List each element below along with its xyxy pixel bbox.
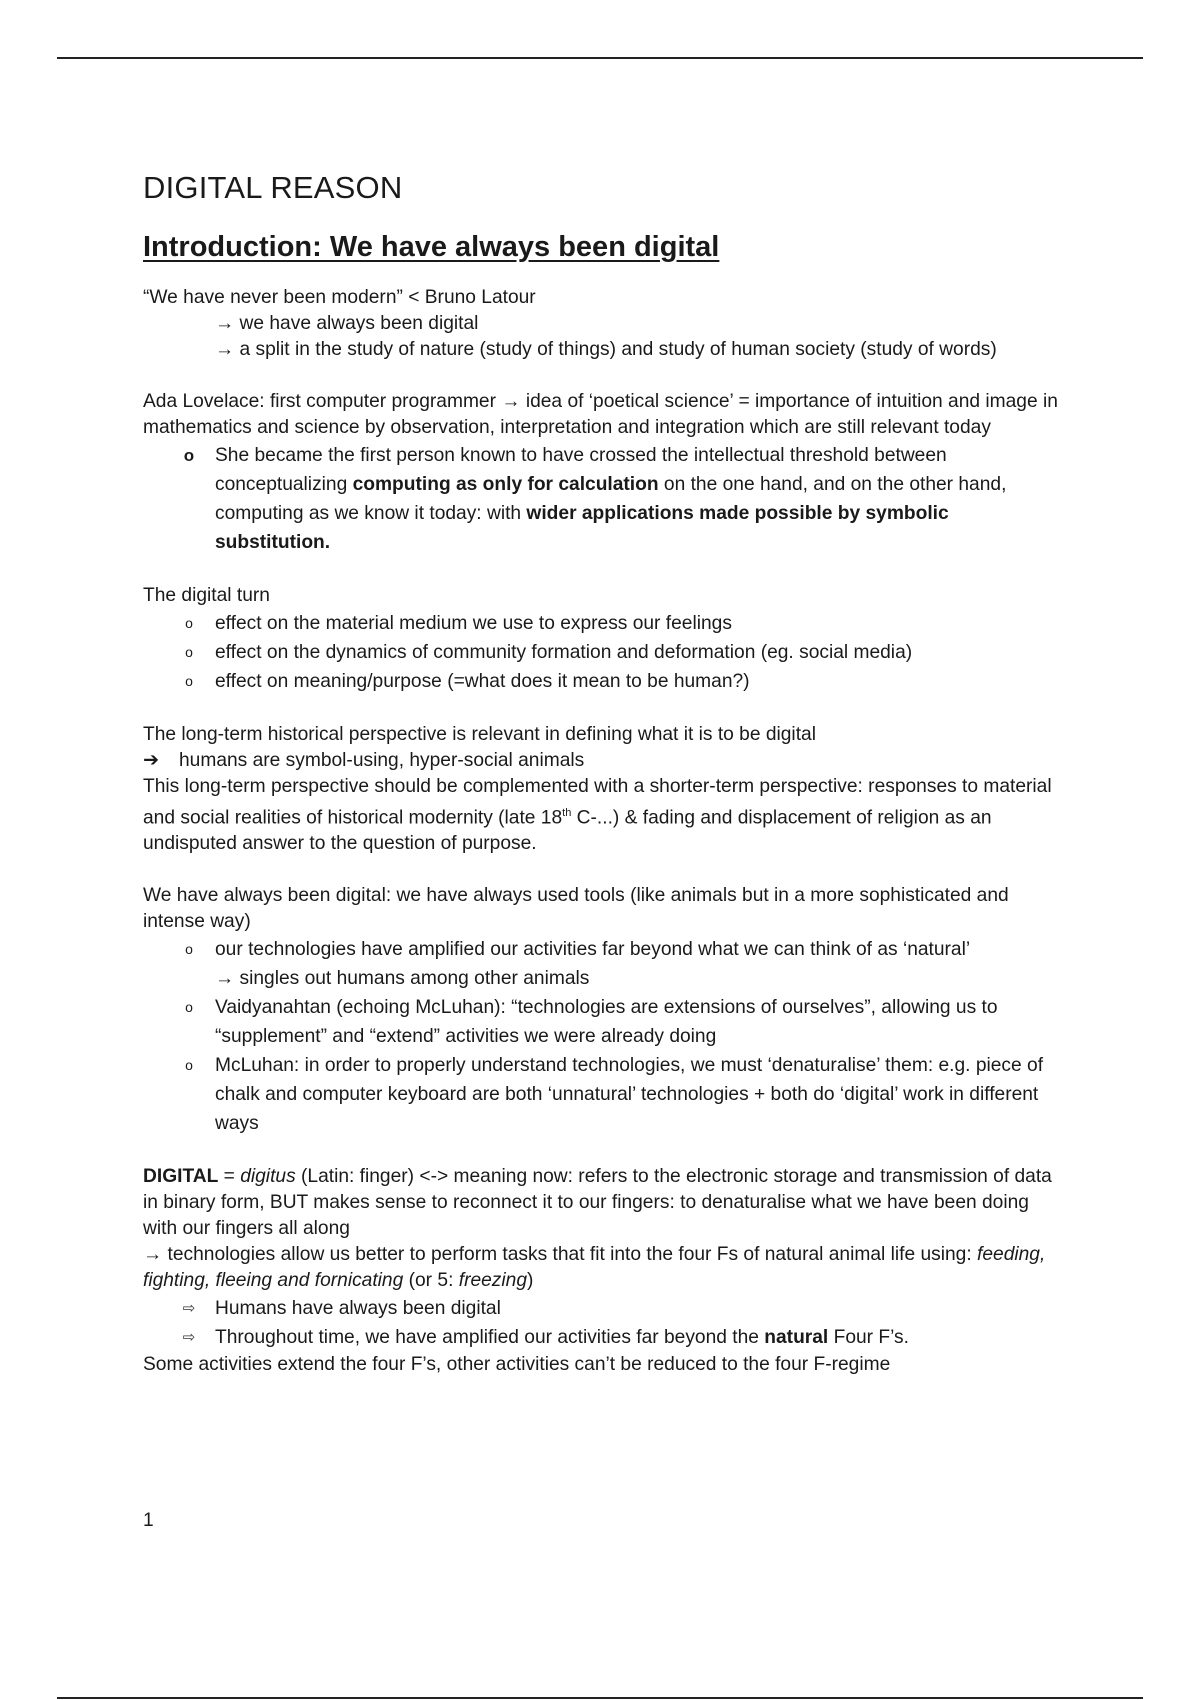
footer-rule xyxy=(57,1697,1143,1699)
section-heading: Introduction: We have always been digital xyxy=(143,231,720,263)
long-term-arrow: ➔ humans are symbol-using, hyper-social animals xyxy=(143,748,1063,774)
list-item: ⇨ Humans have always been digital xyxy=(215,1294,1063,1323)
lovelace-list xyxy=(143,441,1063,557)
bullet-marker: o xyxy=(185,615,193,631)
list-item: o effect on the dynamics of community formation and deformation (eg. social media) xyxy=(215,638,1063,667)
list-item: o McLuhan: in order to properly understand technologies, we must ‘denaturalise’ them: e.g. piece of chalk and computer keyboard are both ‘unnatural’ technologies + both do ‘digital’ work in different ways xyxy=(215,1051,1063,1138)
list-item: o our technologies have amplified our activities far beyond what we can think of as ‘natural’ → singles out humans among other animals xyxy=(215,935,1063,993)
list-item: o She became the first person known to have crossed the intellectual threshold between conceptualizing computing as only for calculation on the one hand, and on the other hand, computing as we know it today: with wider applications made possible by symbolic substitution. xyxy=(215,441,1063,557)
document-body xyxy=(143,168,1063,1378)
bullet-marker: o xyxy=(185,673,193,689)
digital-definition: DIGITAL = digitus (Latin: finger) <-> meaning now: refers to the electronic storage and transmission of data in binary form, BUT makes sense to reconnect it to our fingers: to denaturalise what we have been doing with our fingers all along xyxy=(143,1166,1052,1240)
long-term-line: The long-term historical perspective is relevant in defining what it is to be digital xyxy=(143,724,816,745)
long-term-paragraph: This long-term perspective should be complemented with a shorter-term perspective: responses to material and social realities of historical modernity (late 18th C-...) & fading and displacement of religion as an undisputed answer to the question of purpose. xyxy=(143,776,1052,855)
latour-arrow-1: → we have always been digital xyxy=(215,313,479,334)
bullet-marker: o xyxy=(185,1057,193,1074)
latour-arrow-2: → a split in the study of nature (study of things) and study of human society (study of words) xyxy=(215,339,997,360)
bullet-marker: o xyxy=(185,644,193,660)
digital-turn-heading: The digital turn xyxy=(143,585,270,606)
document-title: DIGITAL REASON xyxy=(143,170,403,205)
bullet-marker: o xyxy=(183,446,195,465)
tools-list xyxy=(143,935,1063,1138)
bullet-marker: o xyxy=(185,999,193,1016)
page-number: 1 xyxy=(143,1510,154,1531)
conclusion-list xyxy=(143,1294,1063,1352)
list-item: o Vaidyanahtan (echoing McLuhan): “technologies are extensions of ourselves”, allowing us to “supplement” and “extend” activities we were already doing xyxy=(215,993,1063,1051)
list-item: o effect on the material medium we use to express our feelings xyxy=(215,609,1063,638)
four-fs-line: → technologies allow us better to perform tasks that fit into the four Fs of natural animal life using: feeding, fighting, fleeing and fornicating (or 5: freezing) xyxy=(143,1244,1046,1292)
arrow-icon: ➔ xyxy=(143,750,160,771)
arrow-bullet-icon: ⇨ xyxy=(182,1300,196,1318)
arrow-bullet-icon: ⇨ xyxy=(182,1329,196,1347)
list-item: o effect on meaning/purpose (=what does it mean to be human?) xyxy=(215,667,1063,696)
closing-line: Some activities extend the four F’s, other activities can’t be reduced to the four F-regime xyxy=(143,1354,891,1376)
list-item: ⇨ Throughout time, we have amplified our activities far beyond the natural Four F’s. xyxy=(215,1323,1063,1352)
header-rule xyxy=(57,57,1143,59)
digital-turn-list xyxy=(143,609,1063,696)
bullet-marker: o xyxy=(185,941,193,958)
lovelace-paragraph: Ada Lovelace: first computer programmer → idea of ‘poetical science’ = importance of intuition and image in mathematics and science by observation, interpretation and integration which are still relevant today xyxy=(143,391,1058,438)
tools-paragraph: We have always been digital: we have always used tools (like animals but in a more sophisticated and intense way) xyxy=(143,885,1009,933)
latour-quote: “We have never been modern” < Bruno Latour xyxy=(143,287,536,308)
